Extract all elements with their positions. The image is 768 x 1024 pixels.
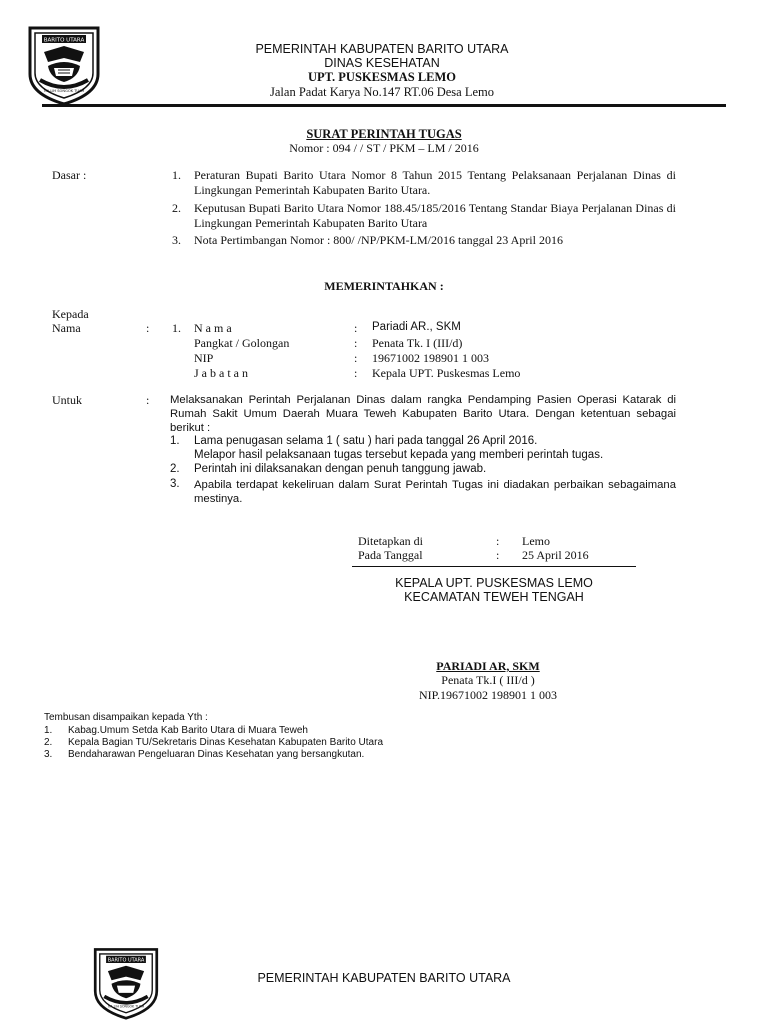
field-value-jabatan: Kepala UPT. Puskesmas Lemo [372, 366, 521, 380]
signature-divider [352, 566, 636, 567]
signatory-rank: Penata Tk.I ( III/d ) [441, 673, 535, 687]
header-department: DINAS KESEHATAN [324, 56, 440, 70]
ditetapkan-colon: : [496, 534, 500, 548]
next-page-header: PEMERINTAH KABUPATEN BARITO UTARA [257, 971, 511, 985]
dasar-label: Dasar : [52, 168, 87, 182]
untuk-item-text: Perintah ini dilaksanakan dengan penuh tanggung jawab. [194, 463, 487, 475]
regency-emblem-logo [22, 22, 106, 106]
tembusan-item-text: Kepala Bagian TU/Sekretaris Dinas Kesehatan Kabupaten Barito Utara [68, 737, 384, 748]
tembusan-title: Tembusan disampaikan kepada Yth : [44, 712, 208, 723]
field-label-jabatan: J a b a t a n [194, 366, 248, 380]
field-colon: : [354, 321, 358, 335]
dasar-item-number: 3. [172, 233, 181, 247]
tanggal-colon: : [496, 548, 500, 562]
field-value-nama: Pariadi AR., SKM [372, 321, 461, 333]
untuk-item-number: 3. [170, 478, 180, 490]
dasar-item-text: Keputusan Bupati Barito Utara Nomor 188.45/185/2016 Tentang Standar Biaya Perjalanan Dinas di Lingkungan Pemerintah Kabupaten Barito Utara [194, 201, 676, 230]
header-unit: UPT. PUSKESMAS LEMO [307, 70, 457, 84]
header-government: PEMERINTAH KABUPATEN BARITO UTARA [255, 42, 509, 56]
untuk-item-text: Apabila terdapat kekeliruan dalam Surat Perintah Tugas ini diadakan perbaikan sebagaimana mestinya. [194, 479, 676, 505]
field-label-nama: N a m a [194, 321, 232, 335]
kepada-label: Kepada [52, 307, 89, 321]
tembusan-item-text: Kabag.Umum Setda Kab Barito Utara di Muara Teweh [68, 725, 308, 736]
nama-colon: : [146, 321, 150, 335]
logo-top-text: BARITO UTARA [43, 37, 85, 44]
nama-label: Nama [52, 321, 81, 335]
untuk-label: Untuk [52, 393, 82, 407]
tembusan-item-number: 3. [44, 749, 53, 760]
logo-motto-text: IYA LIH SONGOK TUAH [107, 1004, 145, 1009]
signatory-name: PARIADI AR, SKM [436, 659, 540, 673]
dasar-item-number: 1. [172, 168, 181, 182]
field-value-nip: 19671002 198901 1 003 [372, 351, 489, 365]
ditetapkan-label: Ditetapkan di [358, 534, 423, 548]
letterhead-rule [42, 104, 726, 107]
tembusan-item-number: 2. [44, 737, 53, 748]
dasar-item-text: Nota Pertimbangan Nomor : 800/ /NP/PKM-LM/2016 tanggal 23 April 2016 [194, 233, 563, 247]
untuk-item-number: 1. [170, 435, 180, 447]
logo-motto-text: IYA LIH SONGOK TUAH [43, 89, 85, 93]
document-number: Nomor : 094 / / ST / PKM – LM / 2016 [289, 141, 479, 155]
untuk-item-text: Lama penugasan selama 1 ( satu ) hari pada tanggal 26 April 2016. [194, 435, 538, 447]
document-title: SURAT PERINTAH TUGAS [306, 127, 462, 141]
signatory-district: KECAMATAN TEWEH TENGAH [404, 590, 584, 604]
tembusan-item-number: 1. [44, 725, 53, 736]
header-address: Jalan Padat Karya No.147 RT.06 Desa Lemo [270, 85, 494, 99]
tanggal-value: 25 April 2016 [522, 548, 589, 562]
field-value-pangkat: Penata Tk. I (III/d) [372, 336, 463, 350]
signatory-office: KEPALA UPT. PUSKESMAS LEMO [395, 576, 593, 590]
ditetapkan-value: Lemo [522, 534, 550, 548]
field-colon: : [354, 351, 358, 365]
field-colon: : [354, 336, 358, 350]
signatory-nip: NIP.19671002 198901 1 003 [418, 688, 557, 702]
untuk-intro: Melaksanakan Perintah Perjalanan Dinas dalam rangka Pendamping Pasien Operasi Katarak di Rumah Sakit Umum Daerah Muara Teweh Kabupaten Barito Utara. Dengan ketentuan sebagai berikut : [170, 394, 676, 434]
field-label-nip: NIP [194, 351, 214, 365]
tembusan-item-text: Bendaharawan Pengeluaran Dinas Kesehatan yang bersangkutan. [68, 749, 365, 760]
untuk-item-text-continued: Melapor hasil pelaksanaan tugas tersebut kepada yang memberi perintah tugas. [194, 449, 604, 461]
person-number: 1. [172, 321, 181, 335]
tanggal-label: Pada Tanggal [358, 548, 423, 562]
field-colon: : [354, 366, 358, 380]
memerintahkan-heading: MEMERINTAHKAN : [324, 279, 444, 293]
untuk-item-number: 2. [170, 463, 180, 475]
dasar-item-number: 2. [172, 201, 181, 215]
dasar-item-text: Peraturan Bupati Barito Utara Nomor 8 Tahun 2015 Tentang Pelaksanaan Perjalanan Dinas di Lingkungan Pemerintah Kabupaten Barito Utara. [194, 168, 676, 197]
regency-emblem-logo-next-page [88, 944, 164, 1020]
untuk-colon: : [146, 393, 150, 407]
logo-top-text: BARITO UTARA [107, 957, 145, 964]
field-label-pangkat: Pangkat / Golongan [194, 336, 290, 350]
